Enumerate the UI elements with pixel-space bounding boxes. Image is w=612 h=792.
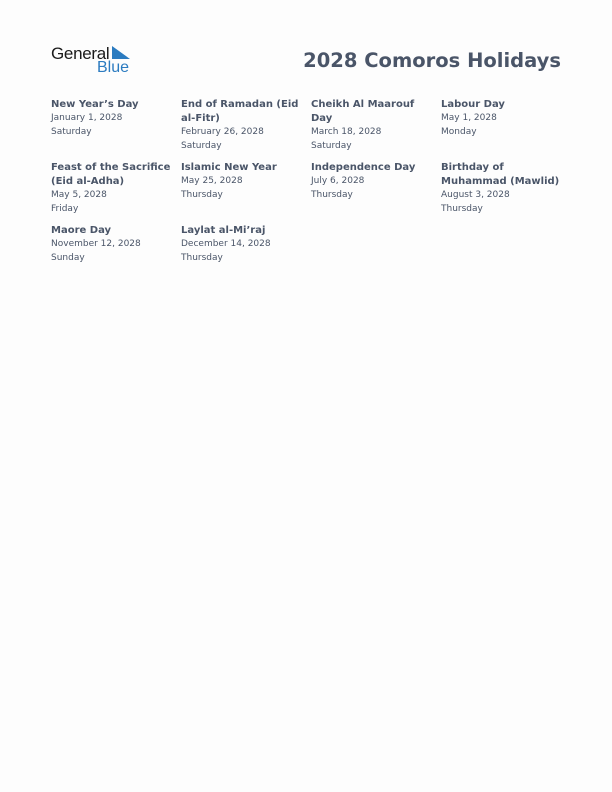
holiday-date: July 6, 2028 (311, 176, 365, 186)
holiday-weekday: Thursday (181, 189, 223, 200)
holiday-date: January 1, 2028 (51, 113, 123, 123)
holiday-date: May 1, 2028 (441, 113, 497, 123)
holiday-weekday: Monday (441, 126, 477, 137)
holiday-item (311, 161, 441, 216)
holiday-date: March 18, 2028 (311, 127, 382, 137)
holiday-weekday: Saturday (181, 140, 222, 151)
holiday-item (51, 98, 181, 153)
holiday-weekday: Friday (51, 203, 79, 214)
holiday-name: Laylat al-Mi’raj (181, 225, 266, 236)
holiday-date: February 26, 2028 (181, 127, 264, 137)
holiday-date: August 3, 2028 (441, 190, 510, 200)
holiday-weekday: Thursday (181, 252, 223, 263)
logo-word-general: General (51, 44, 110, 63)
generalblue-logo (51, 44, 136, 78)
holiday-item (51, 161, 181, 216)
holiday-item (181, 161, 311, 216)
holiday-name: Islamic New Year (181, 162, 277, 173)
holiday-name: Cheikh Al Maarouf Day (311, 99, 415, 124)
holiday-name: Labour Day (441, 99, 505, 110)
holiday-weekday: Saturday (311, 140, 352, 151)
holiday-weekday: Thursday (441, 203, 483, 214)
holiday-item (51, 224, 181, 265)
holiday-grid (51, 98, 571, 265)
holiday-item (441, 98, 571, 153)
holiday-name: End of Ramadan (Eid al-Fitr) (181, 99, 299, 124)
holiday-date: December 14, 2028 (181, 239, 271, 249)
holiday-date: May 5, 2028 (51, 190, 107, 200)
holiday-item (441, 161, 571, 216)
page-title: 2028 Comoros Holidays (303, 49, 561, 72)
holiday-item (181, 224, 311, 265)
holiday-name: New Year’s Day (51, 99, 139, 110)
logo-triangle-icon (112, 46, 130, 60)
holiday-weekday: Thursday (311, 189, 353, 200)
holiday-date: November 12, 2028 (51, 239, 141, 249)
holiday-name: Feast of the Sacrifice (Eid al-Adha) (51, 162, 171, 187)
holiday-item (181, 98, 311, 153)
logo-word-blue: Blue (97, 59, 130, 76)
holiday-name: Independence Day (311, 162, 416, 173)
holiday-name: Birthday of Muhammad (Mawlid) (441, 162, 560, 187)
holiday-date: May 25, 2028 (181, 176, 243, 186)
holiday-item (311, 98, 441, 153)
holiday-weekday: Saturday (51, 126, 92, 137)
holiday-name: Maore Day (51, 225, 112, 236)
holiday-weekday: Sunday (51, 252, 85, 263)
